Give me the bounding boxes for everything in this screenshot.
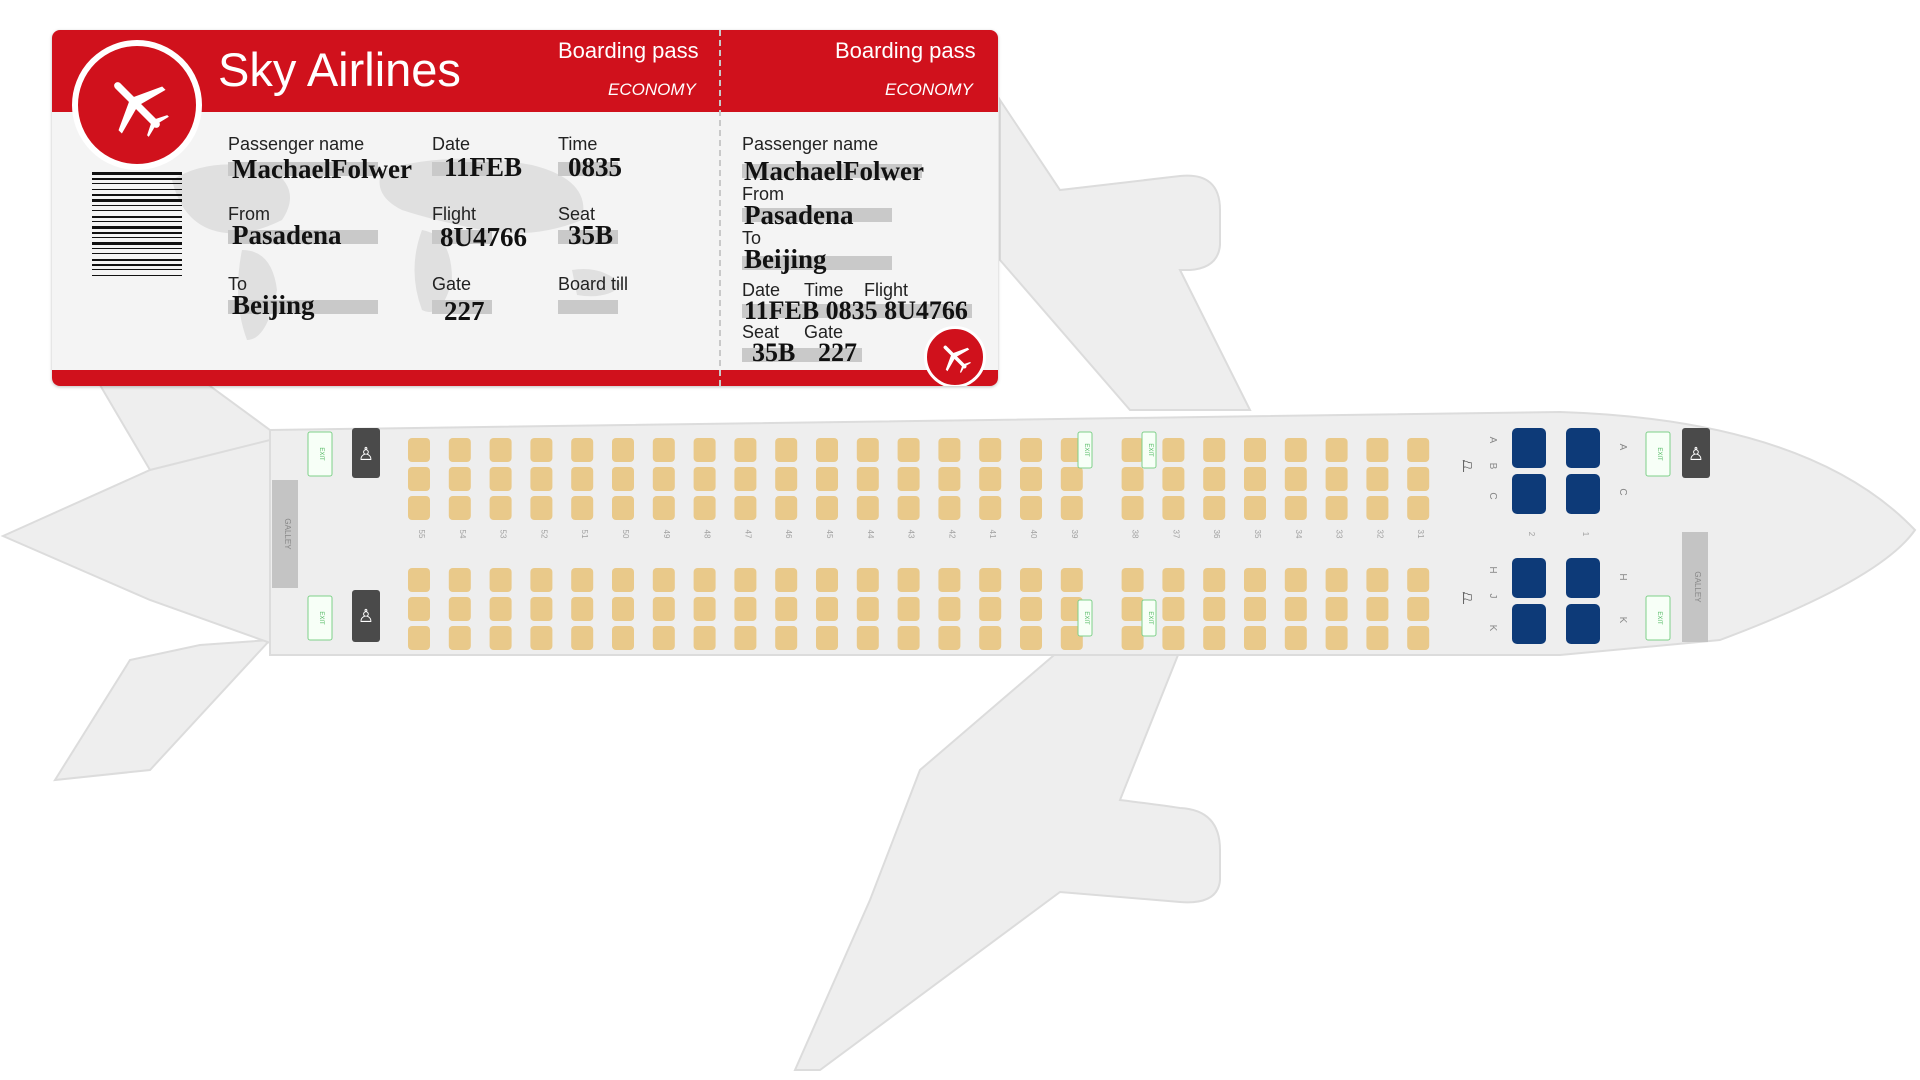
seat-40C[interactable] <box>1020 496 1042 520</box>
to-label: To <box>228 274 248 294</box>
seat-52C[interactable] <box>530 496 552 520</box>
seat-46H[interactable] <box>775 568 797 592</box>
seat-31K[interactable] <box>1407 626 1429 650</box>
stub-from-value: Pasadena <box>744 200 854 230</box>
seat-36A[interactable] <box>1203 438 1225 462</box>
seat-51H[interactable] <box>571 568 593 592</box>
seat-51K[interactable] <box>571 626 593 650</box>
row-number: 44 <box>865 529 875 539</box>
exit-sign-icon <box>1142 600 1156 636</box>
restroom-icon: ♙ <box>357 444 375 464</box>
stub-from-label: From <box>742 184 784 204</box>
seat-46C[interactable] <box>775 496 797 520</box>
seat-31C[interactable] <box>1407 496 1429 520</box>
exit-label: EXIT <box>1147 611 1153 625</box>
time-label: Time <box>558 134 598 154</box>
exit-label: EXIT <box>1083 443 1089 457</box>
seat-letter: H <box>1617 573 1628 581</box>
seat-38K[interactable] <box>1122 626 1144 650</box>
seat-37B[interactable] <box>1162 467 1184 491</box>
seat-41B[interactable] <box>979 467 1001 491</box>
seat-47C[interactable] <box>734 496 756 520</box>
flight-label: Flight <box>432 204 477 224</box>
seat-35J[interactable] <box>1244 597 1266 621</box>
seat-46K[interactable] <box>775 626 797 650</box>
seat-47K[interactable] <box>734 626 756 650</box>
seat-44H[interactable] <box>857 568 879 592</box>
airline-name: Sky Airlines <box>218 43 461 96</box>
seat-48H[interactable] <box>694 568 716 592</box>
seat-54B[interactable] <box>449 467 471 491</box>
stub-passenger-name: MachaelFolwer <box>744 156 924 186</box>
seat-39H[interactable] <box>1061 568 1083 592</box>
seat-40J[interactable] <box>1020 597 1042 621</box>
footer-band <box>52 370 998 386</box>
seat-55C[interactable] <box>408 496 430 520</box>
row-number: 54 <box>457 529 467 539</box>
seat-55K[interactable] <box>408 626 430 650</box>
seat-42J[interactable] <box>938 597 960 621</box>
row-number: 47 <box>743 529 753 539</box>
row-number: 41 <box>988 529 998 539</box>
exit-sign-icon <box>1646 432 1670 476</box>
stub-class-label: ECONOMY <box>885 80 973 99</box>
stub-title: Boarding pass <box>835 38 976 63</box>
seat-52K[interactable] <box>530 626 552 650</box>
stub-to-label: To <box>742 228 762 248</box>
seat-43B[interactable] <box>898 467 920 491</box>
seat-47H[interactable] <box>734 568 756 592</box>
seat-52J[interactable] <box>530 597 552 621</box>
seat-53B[interactable] <box>490 467 512 491</box>
seat-47J[interactable] <box>734 597 756 621</box>
seat-45C[interactable] <box>816 496 838 520</box>
airplane-icon <box>936 338 974 376</box>
seat-36B[interactable] <box>1203 467 1225 491</box>
seat-38C[interactable] <box>1122 496 1144 520</box>
seat-36J[interactable] <box>1203 597 1225 621</box>
row-number: 31 <box>1416 529 1426 539</box>
seat-35C[interactable] <box>1244 496 1266 520</box>
flight-value: 8U4766 <box>440 222 527 252</box>
stub-seat-label: Seat <box>742 322 780 342</box>
seat-33H[interactable] <box>1326 568 1348 592</box>
row-number: 34 <box>1293 529 1303 539</box>
seat-43J[interactable] <box>898 597 920 621</box>
seat-letter: B <box>1487 462 1498 470</box>
exit-label: EXIT <box>1083 611 1089 625</box>
business-row-number: 2 <box>1527 531 1536 537</box>
exit-label: EXIT <box>1656 447 1662 461</box>
row-number: 32 <box>1375 529 1385 539</box>
exit-sign-icon <box>308 596 332 640</box>
business-seat-1K[interactable] <box>1566 604 1600 644</box>
seat-46B[interactable] <box>775 467 797 491</box>
seat-34C[interactable] <box>1285 496 1307 520</box>
seat-label: Seat <box>558 204 596 224</box>
seat-33B[interactable] <box>1326 467 1348 491</box>
seat-letter: C <box>1487 492 1498 500</box>
seat-41A[interactable] <box>979 438 1001 462</box>
row-number: 50 <box>621 529 630 539</box>
seat-40K[interactable] <box>1020 626 1042 650</box>
seat-37A[interactable] <box>1162 438 1184 462</box>
business-seat-1C[interactable] <box>1566 474 1600 514</box>
stub-time-label: Time <box>804 280 844 300</box>
row-number: 39 <box>1069 529 1079 539</box>
date-value: 11FEB <box>444 152 523 182</box>
row-number: 38 <box>1130 529 1140 539</box>
galley-front <box>1682 532 1708 642</box>
row-number: 45 <box>825 529 834 539</box>
seat-31B[interactable] <box>1407 467 1429 491</box>
seat-52A[interactable] <box>530 438 552 462</box>
seat-51B[interactable] <box>571 467 593 491</box>
seat-32J[interactable] <box>1366 597 1388 621</box>
stub-date-label: Date <box>742 280 781 300</box>
stub-passenger-label: Passenger name <box>742 134 879 154</box>
exit-label: EXIT <box>1656 611 1662 625</box>
passenger-label: Passenger name <box>228 134 365 154</box>
seat-37K[interactable] <box>1162 626 1184 650</box>
seat-55B[interactable] <box>408 467 430 491</box>
seat-letter: J <box>1487 593 1498 599</box>
exit-sign-icon <box>1142 432 1156 468</box>
seat-53H[interactable] <box>490 568 512 592</box>
row-number: 40 <box>1029 529 1038 539</box>
stub-seat-value: 35B <box>752 338 796 367</box>
airplane-icon <box>99 67 175 143</box>
seat-49C[interactable] <box>653 496 675 520</box>
boarding-pass-title: Boarding pass <box>558 38 699 63</box>
seat-46A[interactable] <box>775 438 797 462</box>
seat-52H[interactable] <box>530 568 552 592</box>
seat-43C[interactable] <box>898 496 920 520</box>
seat-32A[interactable] <box>1366 438 1388 462</box>
seat-54H[interactable] <box>449 568 471 592</box>
seat-53J[interactable] <box>490 597 512 621</box>
seat-42C[interactable] <box>938 496 960 520</box>
seat-44A[interactable] <box>857 438 879 462</box>
seat-45K[interactable] <box>816 626 838 650</box>
seat-49H[interactable] <box>653 568 675 592</box>
stub-to-value: Beijing <box>744 244 827 274</box>
seat-50C[interactable] <box>612 496 634 520</box>
seat-35A[interactable] <box>1244 438 1266 462</box>
seat-letter: A <box>1617 443 1628 451</box>
coat-hook-icon: ⚐ <box>1460 591 1475 608</box>
date-label: Date <box>432 134 471 154</box>
seat-54A[interactable] <box>449 438 471 462</box>
seat-38J[interactable] <box>1122 597 1144 621</box>
row-number: 48 <box>702 529 712 539</box>
seat-49K[interactable] <box>653 626 675 650</box>
seat-54C[interactable] <box>449 496 471 520</box>
seat-41H[interactable] <box>979 568 1001 592</box>
seat-value: 35B <box>568 220 614 250</box>
seat-44B[interactable] <box>857 467 879 491</box>
business-seat-2K[interactable] <box>1512 604 1546 644</box>
seat-48B[interactable] <box>694 467 716 491</box>
lavatory-rear-top <box>352 428 380 478</box>
seat-55A[interactable] <box>408 438 430 462</box>
seat-42K[interactable] <box>938 626 960 650</box>
seat-51J[interactable] <box>571 597 593 621</box>
seat-50B[interactable] <box>612 467 634 491</box>
row-number: 37 <box>1171 529 1181 539</box>
seat-35H[interactable] <box>1244 568 1266 592</box>
seat-37H[interactable] <box>1162 568 1184 592</box>
seat-38A[interactable] <box>1122 438 1144 462</box>
exit-sign-icon <box>1078 600 1092 636</box>
seat-40A[interactable] <box>1020 438 1042 462</box>
seat-33K[interactable] <box>1326 626 1348 650</box>
barcode-icon <box>92 172 182 316</box>
seat-46J[interactable] <box>775 597 797 621</box>
exit-label: EXIT <box>1147 443 1153 457</box>
seat-33C[interactable] <box>1326 496 1348 520</box>
seat-43K[interactable] <box>898 626 920 650</box>
seat-50H[interactable] <box>612 568 634 592</box>
seat-41K[interactable] <box>979 626 1001 650</box>
seat-34H[interactable] <box>1285 568 1307 592</box>
stub-gate-value: 227 <box>818 338 857 367</box>
seat-53A[interactable] <box>490 438 512 462</box>
seat-50A[interactable] <box>612 438 634 462</box>
seat-39B[interactable] <box>1061 467 1083 491</box>
exit-sign-icon <box>1646 596 1670 640</box>
seat-45H[interactable] <box>816 568 838 592</box>
lavatory-front <box>1682 428 1710 478</box>
seat-41C[interactable] <box>979 496 1001 520</box>
seat-48J[interactable] <box>694 597 716 621</box>
seat-48C[interactable] <box>694 496 716 520</box>
seat-letter: A <box>1487 436 1498 444</box>
seat-33J[interactable] <box>1326 597 1348 621</box>
stub-airline-logo <box>924 326 986 386</box>
seat-41J[interactable] <box>979 597 1001 621</box>
board-till-value <box>558 300 618 314</box>
row-number: 35 <box>1253 529 1262 539</box>
gate-label: Gate <box>432 274 472 294</box>
row-number: 51 <box>580 529 590 539</box>
seat-45A[interactable] <box>816 438 838 462</box>
seat-32B[interactable] <box>1366 467 1388 491</box>
lavatory-rear-bottom <box>352 590 380 642</box>
seat-42H[interactable] <box>938 568 960 592</box>
seat-31J[interactable] <box>1407 597 1429 621</box>
galley-rear <box>272 480 298 588</box>
seat-51A[interactable] <box>571 438 593 462</box>
seat-55J[interactable] <box>408 597 430 621</box>
from-label: From <box>228 204 270 224</box>
seat-44C[interactable] <box>857 496 879 520</box>
exit-sign-icon <box>1078 432 1092 468</box>
seat-38B[interactable] <box>1122 467 1144 491</box>
exit-sign-icon <box>308 432 332 476</box>
seat-31A[interactable] <box>1407 438 1429 462</box>
passenger-name: MachaelFolwer <box>232 154 412 184</box>
from-value: Pasadena <box>232 220 342 250</box>
coat-hook-icon: ⚐ <box>1460 459 1475 476</box>
seat-36K[interactable] <box>1203 626 1225 650</box>
stub-date-time-flight: 11FEB 0835 8U4766 <box>744 296 968 325</box>
seat-35K[interactable] <box>1244 626 1266 650</box>
seat-53C[interactable] <box>490 496 512 520</box>
seat-43A[interactable] <box>898 438 920 462</box>
seat-50K[interactable] <box>612 626 634 650</box>
row-number: 53 <box>498 529 508 539</box>
seat-34B[interactable] <box>1285 467 1307 491</box>
time-value: 0835 <box>568 152 622 182</box>
row-number: 33 <box>1334 529 1344 539</box>
seat-40B[interactable] <box>1020 467 1042 491</box>
seat-letter: C <box>1617 488 1628 496</box>
business-row-number: 1 <box>1581 531 1590 537</box>
airline-logo <box>72 40 202 170</box>
gate-value: 227 <box>444 296 485 326</box>
row-number: 55 <box>417 529 426 539</box>
seat-40H[interactable] <box>1020 568 1042 592</box>
row-number: 46 <box>784 529 794 539</box>
seat-44J[interactable] <box>857 597 879 621</box>
seat-32C[interactable] <box>1366 496 1388 520</box>
restroom-icon: ♙ <box>357 606 375 626</box>
business-seat-2C[interactable] <box>1512 474 1546 514</box>
row-number: 43 <box>906 529 916 539</box>
seat-letter: K <box>1617 616 1628 624</box>
seat-32K[interactable] <box>1366 626 1388 650</box>
seat-53K[interactable] <box>490 626 512 650</box>
business-seat-2H[interactable] <box>1512 558 1546 598</box>
seat-48A[interactable] <box>694 438 716 462</box>
seat-51C[interactable] <box>571 496 593 520</box>
row-number: 49 <box>661 529 671 539</box>
seat-36C[interactable] <box>1203 496 1225 520</box>
seat-45J[interactable] <box>816 597 838 621</box>
seat-37J[interactable] <box>1162 597 1184 621</box>
seat-49A[interactable] <box>653 438 675 462</box>
seat-54J[interactable] <box>449 597 471 621</box>
to-value: Beijing <box>232 290 315 320</box>
board-till-label: Board till <box>558 274 629 294</box>
seat-49B[interactable] <box>653 467 675 491</box>
seat-34K[interactable] <box>1285 626 1307 650</box>
galley-label: GALLEY <box>283 518 292 550</box>
seat-letter: H <box>1487 566 1498 574</box>
seat-32H[interactable] <box>1366 568 1388 592</box>
seat-42B[interactable] <box>938 467 960 491</box>
seat-34A[interactable] <box>1285 438 1307 462</box>
seat-44K[interactable] <box>857 626 879 650</box>
seat-31H[interactable] <box>1407 568 1429 592</box>
exit-label: EXIT <box>318 447 324 461</box>
class-label: ECONOMY <box>608 80 696 99</box>
seat-47B[interactable] <box>734 467 756 491</box>
seat-45B[interactable] <box>816 467 838 491</box>
seat-35B[interactable] <box>1244 467 1266 491</box>
seat-38H[interactable] <box>1122 568 1144 592</box>
seat-54K[interactable] <box>449 626 471 650</box>
seat-55H[interactable] <box>408 568 430 592</box>
seat-42A[interactable] <box>938 438 960 462</box>
seat-34J[interactable] <box>1285 597 1307 621</box>
galley-label: GALLEY <box>1693 571 1702 603</box>
stub-gate-label: Gate <box>804 322 844 342</box>
business-seat-1H[interactable] <box>1566 558 1600 598</box>
exit-label: EXIT <box>318 611 324 625</box>
row-number: 52 <box>539 529 549 539</box>
seat-48K[interactable] <box>694 626 716 650</box>
tear-line <box>719 30 721 386</box>
row-number: 36 <box>1212 529 1222 539</box>
business-seat-2A[interactable] <box>1512 428 1546 468</box>
restroom-icon: ♙ <box>1687 444 1705 464</box>
seat-letter: K <box>1487 624 1498 632</box>
business-seat-1A[interactable] <box>1566 428 1600 468</box>
stub-flight-label: Flight <box>864 280 909 300</box>
seat-36H[interactable] <box>1203 568 1225 592</box>
seat-47A[interactable] <box>734 438 756 462</box>
seat-52B[interactable] <box>530 467 552 491</box>
seat-49J[interactable] <box>653 597 675 621</box>
seat-50J[interactable] <box>612 597 634 621</box>
row-number: 42 <box>947 529 957 539</box>
seat-39C[interactable] <box>1061 496 1083 520</box>
seat-37C[interactable] <box>1162 496 1184 520</box>
seat-43H[interactable] <box>898 568 920 592</box>
boarding-pass <box>52 30 998 386</box>
seat-33A[interactable] <box>1326 438 1348 462</box>
